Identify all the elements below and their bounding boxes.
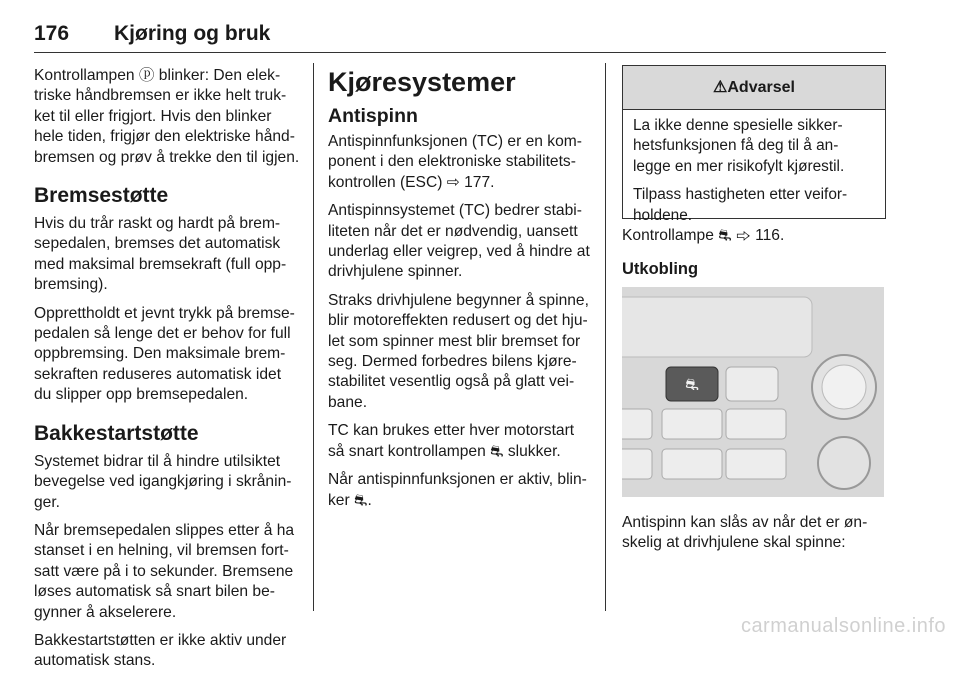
page-number: 176 [34,22,70,45]
warning-box [622,65,886,224]
paragraph: Systemet bidrar til å hindre utilsiktet bevegelse ved igangkjøring i skrånin-ger. [34,452,292,511]
intro-paragraph: Kontrollampen ⓟ blinker: Den elek-triske håndbremsen er ikke helt truk-ket til eller frigjort. Hvis den blinker hele tiden, frigjør den elektriske hånd-bremsen og prøv å trekke den til igjen. [34,67,300,166]
page-title: Kjøring og bruk [114,22,271,45]
warning-paragraph: Tilpass hastigheten etter veifor-holdene. [633,186,848,224]
console-photo [622,287,884,497]
page-header [34,18,886,53]
svg-text:⛐: ⛐ [685,375,699,394]
paragraph: Antispinnsystemet (TC) bedrer stabi-liteten når det er nødvendig, uansett underlag eller veigrep, ved å hindre at drivhjulene spinner. [328,202,590,281]
paragraph: Opprettholdt et jevnt trykk på bremse-pedalen så lenge det er behov for full oppbremsing. Den maksimale brem-sekraften reduseres automatisk idet du slipper opp bremsepedalen. [34,304,295,404]
column-left [34,66,300,680]
photo-caption-block [622,513,884,562]
column-middle [328,66,594,519]
section-heading-utkobling: Utkobling [622,260,699,279]
column-right [622,226,884,280]
warning-title: ⚠Advarsel [623,66,885,110]
paragraph: Antispinn kan slås av når det er øn-skelig at drivhjulene skal spinne: [622,514,868,552]
paragraph: Kontrollampe ⛐ ⇨ 116. [622,227,785,244]
watermark: carmanualsonline.info [740,615,946,637]
paragraph: TC kan brukes etter hver motorstart så snart kontrollampen ⛐ slukker. [328,422,575,460]
chapter-heading: Kjøresystemer [328,67,516,97]
paragraph: Bakkestartstøtten er ikke aktiv under automatisk stans. [34,631,287,670]
warning-paragraph: La ikke denne spesielle sikker-hetsfunksjonen få deg til å an-legge en mer risikofylt kjørestil. [633,117,845,175]
column-divider [605,63,606,611]
paragraph: Straks drivhjulene begynner å spinne, blir motoreffekten redusert og det hju-let som spinner mest blir bremset for seg. Dermed forbedres bilens kjøre-stabilitet vesentlig også på glatt vei-bane. [328,291,589,411]
section-heading-antispinn: Antispinn [328,105,418,127]
section-heading-bremsestotte: Bremsestøtte [34,184,169,208]
paragraph: Når antispinnfunksjonen er aktiv, blin-ker ⛐. [328,471,587,509]
column-divider [313,63,314,611]
console-illustration [622,287,884,497]
paragraph: Antispinnfunksjonen (TC) er en kom-ponent i den elektroniske stabilitets-kontrollen (ESC) ⇨ 177. [328,133,582,191]
section-heading-bakkestartstotte: Bakkestartstøtte [34,421,199,445]
paragraph: Hvis du trår raskt og hardt på brem-sepedalen, bremses det automatisk med maksimal bremsekraft (full opp-bremsing). [34,215,287,294]
paragraph: Når bremsepedalen slippes etter å ha stanset i en helning, vil bremsen fort-satt være på i to sekunder. Bremsene løses automatisk så snart bilen be-gynner å akselerere. [34,521,295,621]
